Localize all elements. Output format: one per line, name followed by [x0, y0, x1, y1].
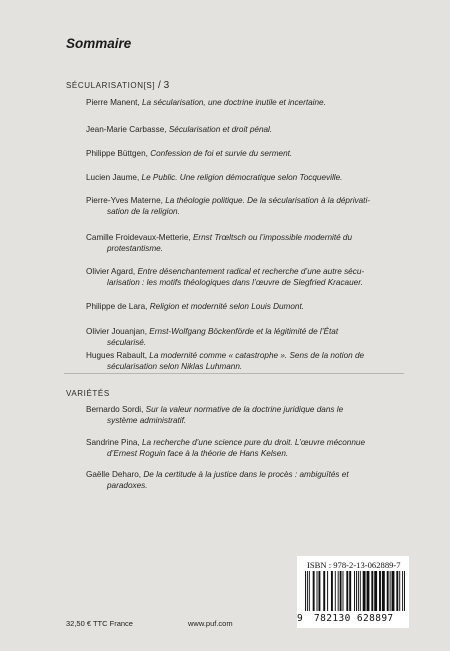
entry-author: Philippe Büttgen,	[86, 149, 148, 158]
toc-entry	[86, 266, 402, 288]
price-label: 32,50 € TTC France	[66, 619, 133, 628]
entry-title-continuation: paradoxes.	[107, 481, 148, 491]
entry-title: La recherche d’une science pure du droit. L’œuvre méconnue	[142, 438, 366, 447]
barcode-bar	[396, 571, 398, 611]
entry-title: Confession de foi et survie du serment.	[150, 149, 293, 158]
barcode-bar	[323, 571, 325, 611]
barcode-bar	[331, 571, 333, 611]
barcode-bar	[367, 571, 370, 611]
entry-author: Olivier Agard,	[86, 267, 136, 276]
barcode-bar	[360, 571, 361, 611]
entry-author: Philippe de Lara,	[86, 302, 148, 311]
toc-entry	[86, 97, 402, 108]
barcode-bar	[335, 571, 336, 611]
toc-entry	[86, 301, 402, 312]
entry-title: La modernité comme « catastrophe ». Sens de la notion de	[149, 351, 365, 360]
barcode-bar	[343, 571, 344, 611]
barcode-bar	[390, 571, 391, 611]
entry-title-continuation: larisation : les motifs théologiques dans l’œuvre de Siegfried Kracauer.	[107, 278, 363, 288]
entry-title-continuation: protestantisme.	[107, 244, 163, 254]
barcode-bar	[399, 571, 400, 611]
issue-number: 3	[163, 80, 170, 91]
section-heading-varietes	[66, 389, 110, 398]
barcode-first-digit: 9	[297, 613, 303, 624]
entry-title: Sur la valeur normative de la doctrine juridique dans le	[145, 405, 344, 414]
barcode-bar	[392, 571, 395, 611]
barcode-bar	[379, 571, 381, 611]
barcode-bar	[356, 571, 357, 611]
toc-entry	[86, 404, 402, 426]
barcode-bar	[317, 571, 318, 611]
barcode-bar	[374, 571, 377, 611]
entry-title-continuation: d’Ernest Roguin face à la théorie de Hans Kelsen.	[107, 449, 289, 459]
barcode-bar	[371, 571, 373, 611]
barcode-bar	[354, 571, 355, 611]
issue-separator: /	[158, 80, 161, 91]
entry-title-continuation: sation de la religion.	[107, 207, 180, 217]
entry-title: Entre désenchantement radical et recherche d’une autre sécu-	[137, 267, 365, 276]
barcode-bar	[346, 571, 348, 611]
barcode-bar	[338, 571, 339, 611]
entry-author: Sandrine Pina,	[86, 438, 140, 447]
barcode-bar	[340, 571, 342, 611]
barcode-bar	[318, 571, 320, 611]
entry-author: Olivier Jouanjan,	[86, 327, 147, 336]
entry-title: Sécularisation et droit pénal.	[168, 125, 273, 134]
barcode-bar	[363, 571, 366, 611]
entry-title: La sécularisation, une doctrine inutile et incertaine.	[141, 98, 326, 107]
section-label: VARIÉTÉS	[66, 389, 110, 398]
entry-title: Ernst Trœltsch ou l’impossible modernité du	[192, 233, 353, 242]
entry-author: Bernardo Sordi,	[86, 405, 144, 414]
entry-author: Camille Froidevaux-Metterie,	[86, 233, 191, 242]
barcode-bar	[327, 571, 328, 611]
isbn-label: ISBN : 978-2-13-062889-7	[307, 560, 401, 570]
section-label: SÉCULARISATION[S]	[66, 81, 156, 90]
barcode-bar	[307, 571, 308, 611]
toc-entry	[86, 469, 402, 491]
entry-author: Pierre-Yves Materne,	[86, 196, 163, 205]
entry-title: Religion et modernité selon Louis Dumont.	[149, 302, 305, 311]
toc-entry	[86, 148, 402, 159]
toc-entry	[86, 195, 402, 217]
barcode-bar	[358, 571, 359, 611]
toc-entry	[86, 172, 402, 183]
toc-entry	[86, 350, 402, 372]
barcode-digits: 782130 628897	[314, 613, 394, 624]
barcode-bar	[349, 571, 351, 611]
entry-author: Pierre Manent,	[86, 98, 140, 107]
entry-title-continuation: sécularisation selon Niklas Luhmann.	[107, 362, 243, 372]
entry-author: Jean-Marie Carbasse,	[86, 125, 167, 134]
entry-title-continuation: sécularisé.	[107, 338, 147, 348]
toc-entry	[86, 437, 402, 459]
barcode-bar	[313, 571, 315, 611]
entry-author: Hugues Rabault,	[86, 351, 147, 360]
entry-title: De la certitude à la justice dans le procès : ambiguïtés et	[143, 470, 349, 479]
entry-title: Ernst-Wolfgang Böckenförde et la légitimité de l’État	[149, 327, 339, 336]
page-title: Sommaire	[66, 36, 132, 51]
toc-entry	[86, 326, 402, 348]
toc-entry	[86, 232, 402, 254]
barcode-bar	[382, 571, 385, 611]
entry-title: Le Public. Une religion démocratique selon Tocqueville.	[141, 173, 343, 182]
website-url: www.puf.com	[188, 619, 233, 628]
barcode-bar	[387, 571, 389, 611]
barcode-bar	[305, 571, 306, 611]
barcode-bar	[404, 571, 405, 611]
barcode-bar	[402, 571, 403, 611]
section-divider	[64, 373, 404, 374]
toc-entry	[86, 124, 402, 135]
entry-title-continuation: système administratif.	[107, 416, 187, 426]
entry-author: Gaëlle Deharo,	[86, 470, 142, 479]
section-heading-secularisation	[66, 80, 169, 91]
barcode-bars	[303, 571, 407, 613]
entry-author: Lucien Jaume,	[86, 173, 140, 182]
barcode-bar	[309, 571, 310, 611]
entry-title: La théologie politique. De la sécularisation à la déprivati-	[165, 196, 370, 205]
